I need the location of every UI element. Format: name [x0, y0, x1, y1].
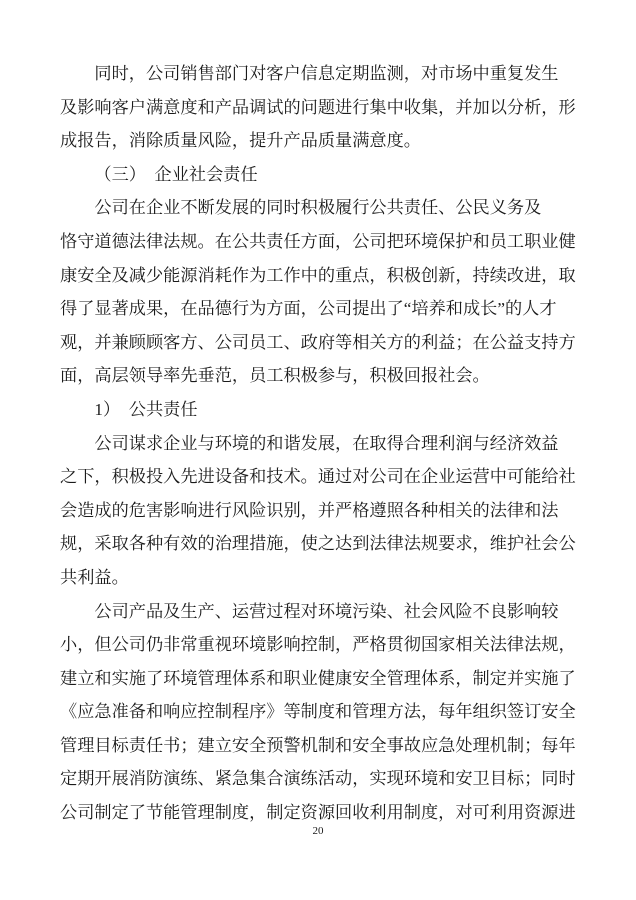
text-line: 公司谋求企业与环境的和谐发展，在取得合理利润与经济效益: [94, 433, 559, 453]
text-line: 公司在企业不断发展的同时积极履行公共责任、公民义务及: [94, 198, 542, 218]
text-line: 公司产品及生产、运营过程对环境污染、社会风险不良影响较: [94, 601, 559, 621]
text-line: 得了显著成果，在品德行为方面，公司提出了“培养和成长”的人才: [60, 299, 557, 319]
text-line: 定期开展消防演练、紧急集合演练活动，实现环境和安卫目标；同时: [60, 769, 576, 789]
text-line: 规，采取各种有效的治理措施，使之达到法律法规要求，维护社会公: [60, 534, 576, 554]
text-line: 管理目标责任书；建立安全预警机制和安全事故应急处理机制；每年: [60, 735, 576, 755]
document-body: [60, 57, 576, 830]
paragraph-responsibility-overview: [60, 191, 576, 393]
text-line: 共利益。: [60, 567, 129, 587]
text-line: 同时，公司销售部门对客户信息定期监测，对市场中重复发生: [94, 64, 559, 83]
text-line: 之下，积极投入先进设备和技术。通过对公司在企业运营中可能给社: [60, 467, 576, 487]
text-line: 康安全及减少能源消耗作为工作中的重点，积极创新，持续改进，取: [60, 265, 576, 285]
text-line: 小，但公司仍非常重视环境影响控制，严格贯彻国家相关法律法规，: [60, 635, 576, 655]
text-line: 及影响客户满意度和产品调试的问题进行集中收集，并加以分析，形: [60, 97, 576, 117]
sub-heading-public-responsibility: [60, 393, 576, 427]
text-line: 会造成的危害影响进行风险识别，并严格遵照各种相关的法律和法: [60, 500, 559, 520]
text-line: 观，并兼顾顾客方、公司员工、政府等相关方的利益；在公益支持方: [60, 332, 576, 352]
text-line: 面，高层领导率先垂范，员工积极参与，积极回报社会。: [60, 366, 490, 386]
text-line: 建立和实施了环境管理体系和职业健康安全管理体系，制定并实施了: [60, 668, 576, 688]
paragraph-customer-monitoring: [60, 57, 576, 158]
text-line: 《应急准备和响应控制程序》等制度和管理方法，每年组织签订安全: [60, 702, 576, 722]
paragraph-harmonious-development: [60, 427, 576, 595]
text-line: 成报告，消除质量风险，提升产品质量满意度。: [60, 131, 421, 151]
page-number: 20: [312, 825, 324, 837]
heading-line: 1） 公共责任: [94, 399, 198, 419]
heading-line: （三） 企业社会责任: [94, 164, 258, 184]
paragraph-environment-management: [60, 595, 576, 830]
text-line: 公司制定了节能管理制度，制定资源回收利用制度，对可利用资源进: [60, 803, 576, 823]
text-line: 恪守道德法律法规。在公共责任方面，公司把环境保护和员工职业健: [60, 231, 576, 251]
section-heading-social-responsibility: [60, 158, 576, 192]
